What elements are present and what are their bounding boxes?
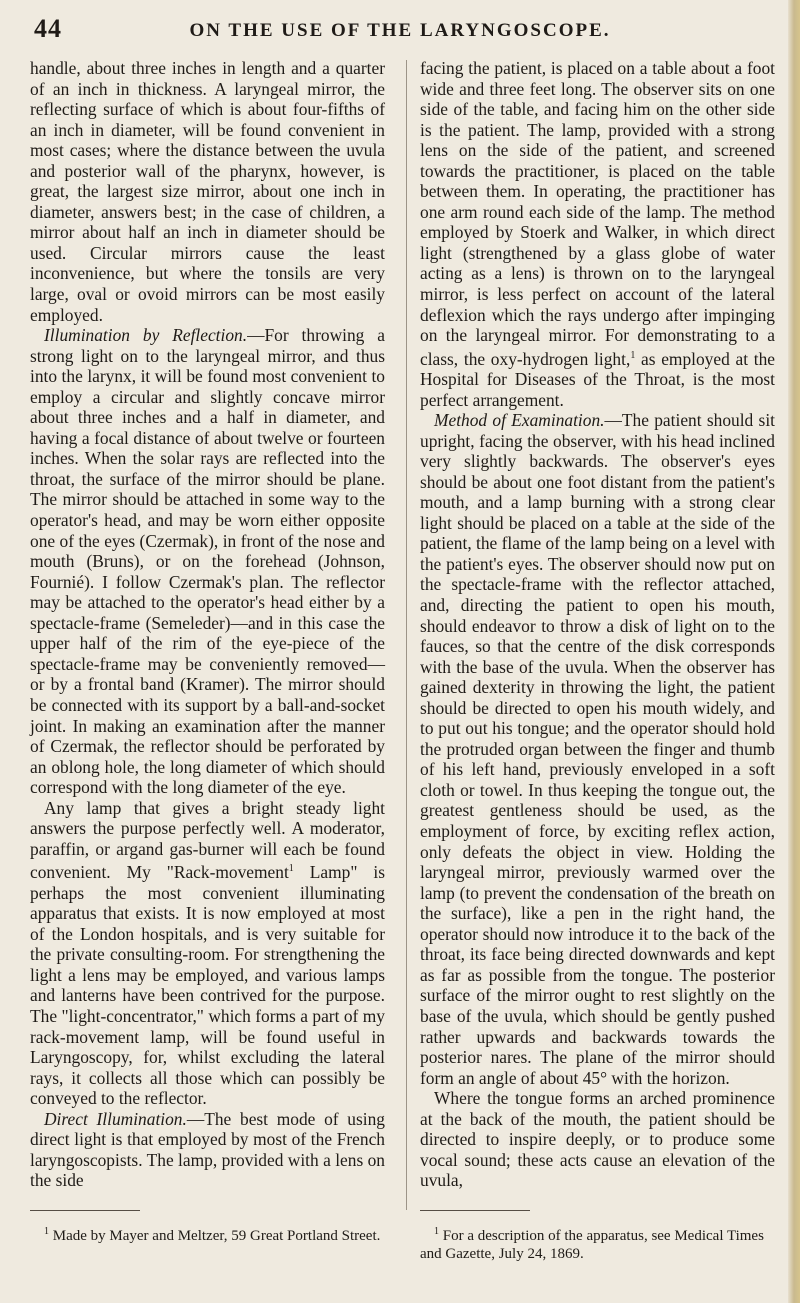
paragraph-text: —The patient should sit upright, facing the observer, with his head inclined very slightly backwards. The observer's eyes should be about one foot distant from the patient's mouth, and a lamp burning with a strong clear light should be placed on a table at the side of the patient, the flame of the lamp being on a level with the patient's eyes. The observer should now put on the spectacle-frame with the reflector attached, and, directing the patient to open his mouth, should endeavor to throw a disk of light on to the fauces, so that the centre of the disk corresponds with the base of the uvula. When the observer has gained dexterity in throwing the light, the patient should be directed to open his mouth widely, and to put out his tongue; and the operator should hold the protruded organ between the finger and thumb of his left hand, previously enveloped in a soft cloth or towel. In thus keeping the tongue out, the greatest gentleness should be used, as the employment of force, by exciting reflex action, only defeats the object in view. Holding the laryngeal mirror, previously warmed over the lamp (to prevent the condensation of the breath on the surface), like a pen in the right hand, the operator should now introduce it to the back of the throat, its face being directed downwards and kept as far as possible from the tongue. The posterior surface of the mirror ought to rest slightly on the base of the uvula, which should be gently pushed rather upwards and backwards towards the posterior nares. The plane of the mirror should form an angle of about 45° with the horizon. <box>420 410 775 1088</box>
column-divider <box>406 60 407 1210</box>
page-number: 44 <box>34 14 62 43</box>
footnote-marker: 1 <box>288 863 294 875</box>
footnote-marker: 1 <box>630 349 636 361</box>
right-column <box>420 58 775 1191</box>
section-heading: Illumination by Reflection. <box>44 325 248 346</box>
page-edge <box>788 0 800 1303</box>
footnote <box>420 1223 775 1263</box>
paragraph <box>30 325 385 798</box>
footnote-marker: 1 <box>44 1226 49 1237</box>
paragraph <box>30 1109 385 1191</box>
paragraph-text: as employed at the Hospital for Diseases of the Throat, is the most perfect arrangement. <box>420 348 775 410</box>
paragraph-text: Any lamp that gives a bright steady light answers the purpose perfectly well. A moderator, paraffin, or argand gas-burner will each be found convenient. My "Rack-movement <box>30 797 385 883</box>
footnote-rule <box>30 1210 140 1211</box>
page-header <box>34 14 766 54</box>
running-title: ON THE USE OF THE LARYNGOSCOPE. <box>189 20 611 41</box>
footnote-left <box>30 1210 385 1245</box>
section-heading: Direct Illumination. <box>44 1108 187 1129</box>
footnote-rule <box>420 1210 530 1211</box>
paragraph: handle, about three inches in length and a quarter of an inch in thickness. A laryngeal mirror, the reflecting surface of which is about four-fifths of an inch in diameter, will be found convenient in most cases; where the distance between the uvula and posterior wall of the pharynx, however, is great, the largest size mirror, about one inch in diameter, answers best; in the case of children, a mirror about half an inch in diameter should be used. Circular mirrors cause the least inconvenience, but where the tonsils are very large, oval or ovoid mirrors can be most easily employed. <box>30 58 385 325</box>
paragraph-text: facing the patient, is placed on a table about a foot wide and three feet long. The observer sits on one side of the table, and facing him on the other side is the patient. The lamp, provided with a strong lens on the side of the patient, and screened towards the practitioner, is placed on the table between them. In operating, the practitioner has one arm round each side of the lamp. The method employed by Stoerk and Walker, in which direct light (strengthened by a glass globe of water acting as a lens) is thrown on to the laryngeal mirror, is less perfect on account of the lateral deflexion which the rays undergo after impinging on the laryngeal mirror. For demonstrating to a class, the oxy-hydrogen light, <box>420 58 775 369</box>
section-heading: Method of Examination. <box>434 410 605 431</box>
paragraph <box>420 410 775 1088</box>
footnote-text: For a description of the apparatus, see Medical Times and Gazette, July 24, 1869. <box>420 1228 764 1262</box>
paragraph-text: —For throwing a strong light on to the laryngeal mirror, and thus into the larynx, it will be found most convenient to employ a circular and slightly concave mirror about three inches and a half in diameter, and having a focal distance of about twelve or fourteen inches. When the solar rays are reflected into the throat, the surface of the mirror should be plane. The mirror should be attached in some way to the operator's head, and may be worn either opposite one of the eyes (Czermak), in front of the nose and mouth (Bruns), or on the forehead (Johnson, Fournié). I follow Czermak's plan. The reflector may be attached to the operator's head either by a spectacle-frame (Semeleder)—and in this case the upper half of the rim of the eye-piece of the spectacle-frame may be conveniently removed—or by a frontal band (Kramer). The mirror should be connected with its support by a ball-and-socket joint. In making an examination after the manner of Czermak, the reflector should be perforated by an oblong hole, the long diameter of which should correspond with the long diameter of the eye. <box>30 325 385 798</box>
paragraph-text: —The best mode of using direct light is that employed by most of the French laryngoscopists. The lamp, provided with a lens on the side <box>30 1108 385 1191</box>
paragraph <box>420 58 775 410</box>
footnote-text: Made by Mayer and Meltzer, 59 Great Portland Street. <box>52 1228 381 1244</box>
paragraph: Where the tongue forms an arched prominence at the back of the mouth, the patient should be directed to inspire deeply, or to produce some vocal sound; these acts cause an elevation of the uvula, <box>420 1088 775 1191</box>
footnote <box>30 1223 385 1245</box>
footnote-marker: 1 <box>434 1226 439 1237</box>
paragraph-text: Lamp" is perhaps the most convenient illuminating apparatus that exists. It is now employed at most of the London hospitals, and is very suitable for the private consulting-room. For strengthening the light a lens may be employed, and various lamps and lanterns have been contrived for the purpose. The "light-concentrator," which forms a part of my rack-movement lamp, will be found useful in Laryngoscopy, for, whilst excluding the lateral rays, it collects all those which can possibly be conveyed to the reflector. <box>30 862 385 1109</box>
paragraph <box>30 798 385 1109</box>
left-column <box>30 58 385 1191</box>
footnote-right <box>420 1210 775 1263</box>
